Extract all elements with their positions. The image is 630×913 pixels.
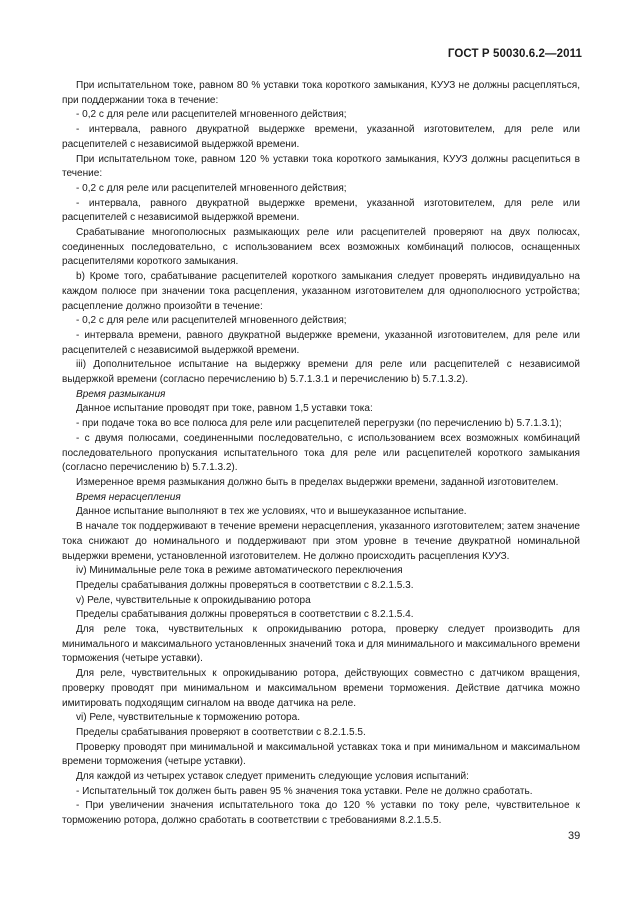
- paragraph: Данное испытание проводят при токе, равном 1,5 уставки тока:: [76, 403, 373, 415]
- paragraph: При испытательном токе, равном 120 % уставки тока короткого замыкания, КУУЗ должны расцепиться в течение:: [62, 153, 580, 180]
- paragraph: При испытательном токе, равном 80 % уставки тока короткого замыкания, КУУЗ не должны расцепляться, при поддержании тока в течение:: [62, 80, 580, 106]
- page-number: 39: [568, 830, 581, 842]
- list-item: - 0,2 с для реле или расцепителей мгновенного действия;: [76, 109, 347, 121]
- list-item: - интервала времени, равного двукратной выдержке времени, указанной изготовителем, для реле или расцепителей с независимой выдержкой времени.: [62, 329, 580, 356]
- list-item: - Испытательный ток должен быть равен 95 % значения тока уставки. Реле не должно сработать.: [76, 785, 533, 797]
- paragraph: Проверку проводят при минимальной и максимальной уставках тока и при минимальном и максимальном времени торможения (четыре уставки).: [62, 741, 580, 768]
- paragraph: Срабатывание многополюсных размыкающих реле или расцепителей проверяют на двух полюсах, соединенных последовательно, с использованием всех возможных комбинаций полюсов, оснащенных расцепителями короткого замыкания.: [62, 227, 580, 268]
- paragraph: Для каждой из четырех уставок следует применить следующие условия испытаний:: [76, 771, 469, 783]
- list-item: - 0,2 с для реле или расцепителей мгновенного действия;: [76, 182, 347, 194]
- list-item: - при подаче тока во все полюса для реле или расцепителей перегрузки (по перечислению b) 5.7.1.3.1);: [76, 418, 562, 430]
- paragraph: b) Кроме того, срабатывание расцепителей короткого замыкания следует проверять индивидуально на каждом полюсе при значении тока расцепления, указанном изготовителем для однополюсного устройства; расцепление должно произойти в течение:: [62, 271, 580, 312]
- paragraph: v) Реле, чувствительные к опрокидыванию ротора: [76, 594, 311, 606]
- subheading: Время размыкания: [76, 388, 166, 400]
- paragraph: Для реле, чувствительных к опрокидыванию ротора, действующих совместно с датчиком вращения, проверку проводят при минимальном и максимальном времени торможения. Действие датчика можно имитировать подходящим сигналом на вводе датчика на реле.: [62, 668, 580, 709]
- list-item: - интервала, равного двукратной выдержке времени, указанной изготовителем, для реле или расцепителей с независимой выдержкой времени.: [62, 124, 580, 150]
- paragraph: Пределы срабатывания должны проверяться в соответствии с 8.2.1.5.4.: [76, 609, 414, 621]
- standard-header: ГОСТ Р 50030.6.2—2011: [447, 48, 582, 60]
- list-item: - При увеличении значения испытательного тока до 120 % уставки по току реле, чувствительное к торможению ротора, должно сработать в соответствии с требованиями 8.2.1.5.5.: [62, 800, 580, 827]
- paragraph: Пределы срабатывания проверяют в соответствии с 8.2.1.5.5.: [76, 726, 366, 738]
- paragraph: iii) Дополнительное испытание на выдержку времени для реле или расцепителей с независимой выдержкой времени (согласно перечислению b) 5.7.1.3.1 и перечислению b) 5.7.1.3.2).: [62, 359, 580, 386]
- paragraph: vi) Реле, чувствительные к торможению ротора.: [76, 712, 301, 724]
- paragraph: В начале ток поддерживают в течение времени нерасцепления, указанного изготовителем; затем значение тока снижают до номинального и поддерживают при этом уровне в течение двукратной номинальной выдержки времени, установленной изготовителем. Не должно происходить расцепления КУУЗ.: [62, 521, 580, 562]
- list-item: - интервала, равного двукратной выдержке времени, указанной изготовителем, для реле или расцепителей с независимой выдержкой времени.: [62, 197, 580, 224]
- body-text: [62, 79, 580, 829]
- list-item: - 0,2 с для реле или расцепителей мгновенного действия;: [76, 315, 347, 327]
- paragraph: Для реле тока, чувствительных к опрокидыванию ротора, проверку следует производить для минимального и максимального установленных значений тока и для минимального и максимального времени торможения (четыре уставки).: [62, 624, 580, 665]
- paragraph: Данное испытание выполняют в тех же условиях, что и вышеуказанное испытание.: [76, 506, 467, 518]
- paragraph: Пределы срабатывания должны проверяться в соответствии с 8.2.1.5.3.: [76, 579, 414, 591]
- paragraph: Измеренное время размыкания должно быть в пределах выдержки времени, заданной изготовителем.: [76, 476, 559, 488]
- subheading: Время нерасцепления: [76, 491, 181, 503]
- paragraph: iv) Минимальные реле тока в режиме автоматического переключения: [76, 565, 403, 577]
- list-item: - с двумя полюсами, соединенными последовательно, с использованием всех возможных комбинаций последовательного пропускания испытательного тока для реле или расцепителей короткого замыкания (согласно перечислению b) 5.7.1.3.2).: [62, 432, 580, 474]
